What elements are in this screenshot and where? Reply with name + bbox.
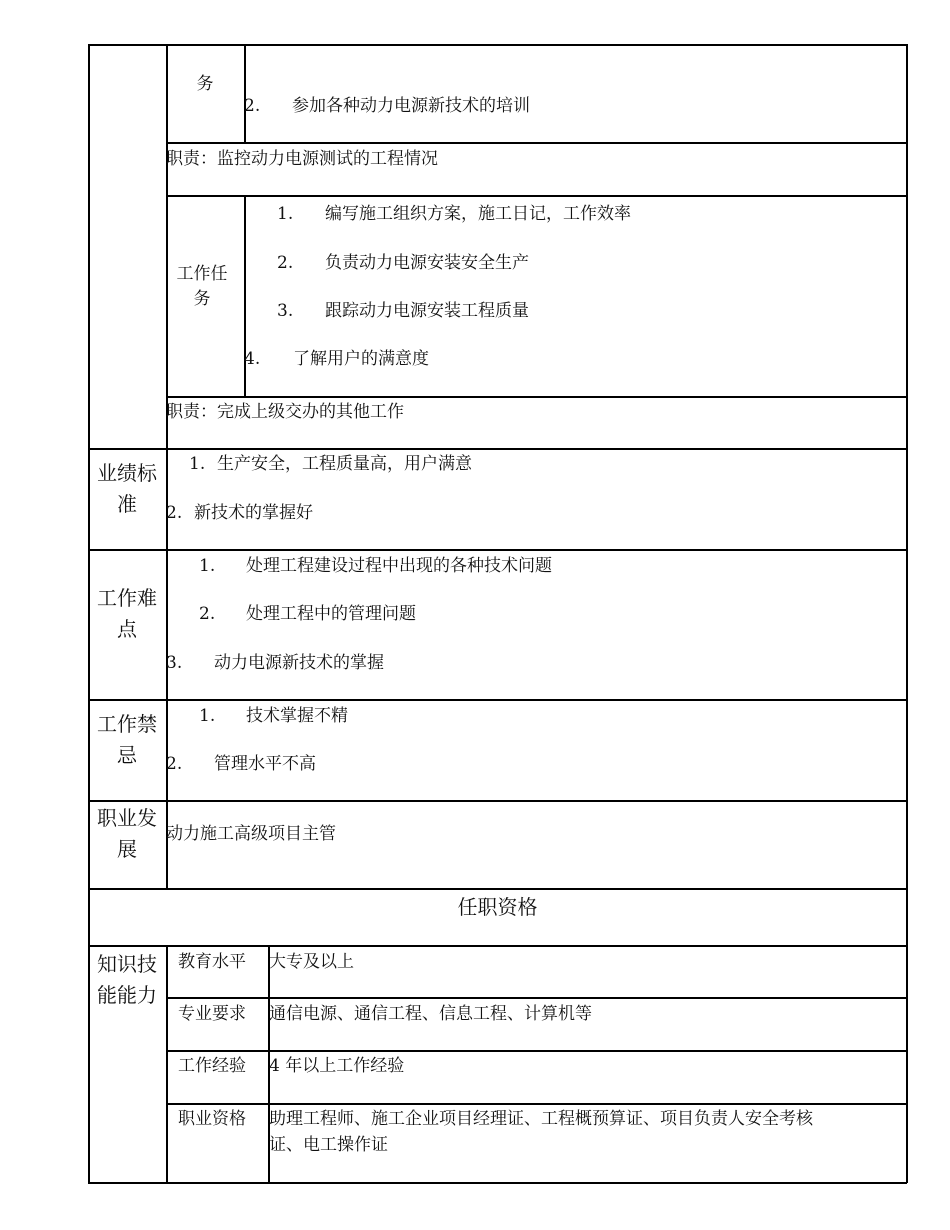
difficulty-3-number: 3. (166, 653, 183, 673)
difficulty-2-text: 处理工程中的管理问题 (246, 604, 416, 624)
task-2-number: 2. (277, 253, 294, 273)
performance-1-text: 生产安全，工程质量高，用户满意 (217, 454, 472, 474)
task-1-number: 1. (277, 204, 294, 224)
major-label: 专业要求 (178, 1004, 246, 1024)
career-label: 职业发展 (97, 806, 157, 861)
taboo-1-number: 1. (199, 706, 216, 726)
taboo-2-text: 管理水平不高 (214, 754, 316, 774)
taboo-1-text: 技术掌握不精 (246, 706, 348, 726)
major-value: 通信电源、通信工程、信息工程、计算机等 (269, 1004, 592, 1024)
duty-other-work: 职责：完成上级交办的其他工作 (166, 402, 404, 422)
education-value: 大专及以上 (269, 952, 354, 972)
qualification-header: 任职资格 (457, 895, 538, 919)
task-label-tail: 务 (196, 74, 214, 94)
experience-label: 工作经验 (178, 1056, 246, 1076)
duty-monitor-testing: 职责：监控动力电源测试的工程情况 (166, 149, 438, 169)
performance-2-number: 2. (166, 503, 183, 523)
task-4-number: 4. (244, 349, 261, 369)
task-3-number: 3. (277, 301, 294, 321)
taboo-label: 工作禁忌 (97, 712, 157, 767)
career-text: 动力施工高级项目主管 (166, 824, 336, 844)
difficulty-3-text: 动力电源新技术的掌握 (214, 653, 384, 673)
certification-label: 职业资格 (178, 1109, 246, 1129)
certification-value: 助理工程师、施工企业项目经理证、工程概预算证、项目负责人安全考核 (269, 1109, 813, 1129)
task-4-text: 了解用户的满意度 (293, 349, 429, 369)
task-3-text: 跟踪动力电源安装工程质量 (325, 301, 529, 321)
performance-1-number: 1. (189, 454, 206, 474)
task-1-text: 编写施工组织方案，施工日记，工作效率 (325, 204, 631, 224)
difficulty-1-number: 1. (199, 556, 216, 576)
task-item-2-text: 参加各种动力电源新技术的培训 (292, 96, 530, 116)
difficulty-1-text: 处理工程建设过程中出现的各种技术问题 (246, 556, 552, 576)
experience-value: 4 年以上工作经验 (269, 1056, 405, 1076)
education-label: 教育水平 (178, 952, 246, 972)
task-2-text: 负责动力电源安装安全生产 (325, 253, 529, 273)
taboo-2-number: 2. (166, 754, 183, 774)
difficulty-label: 工作难点 (97, 586, 157, 641)
difficulty-2-number: 2. (199, 604, 216, 624)
work-task-label: 工作任务 (176, 264, 228, 309)
knowledge-skills-label: 知识技能能力 (97, 952, 157, 1007)
task-item-2-number: 2. (244, 96, 261, 116)
performance-label: 业绩标准 (97, 461, 157, 516)
performance-2-text: 新技术的掌握好 (194, 503, 313, 523)
certification-value-cont: 证、电工操作证 (269, 1135, 388, 1155)
